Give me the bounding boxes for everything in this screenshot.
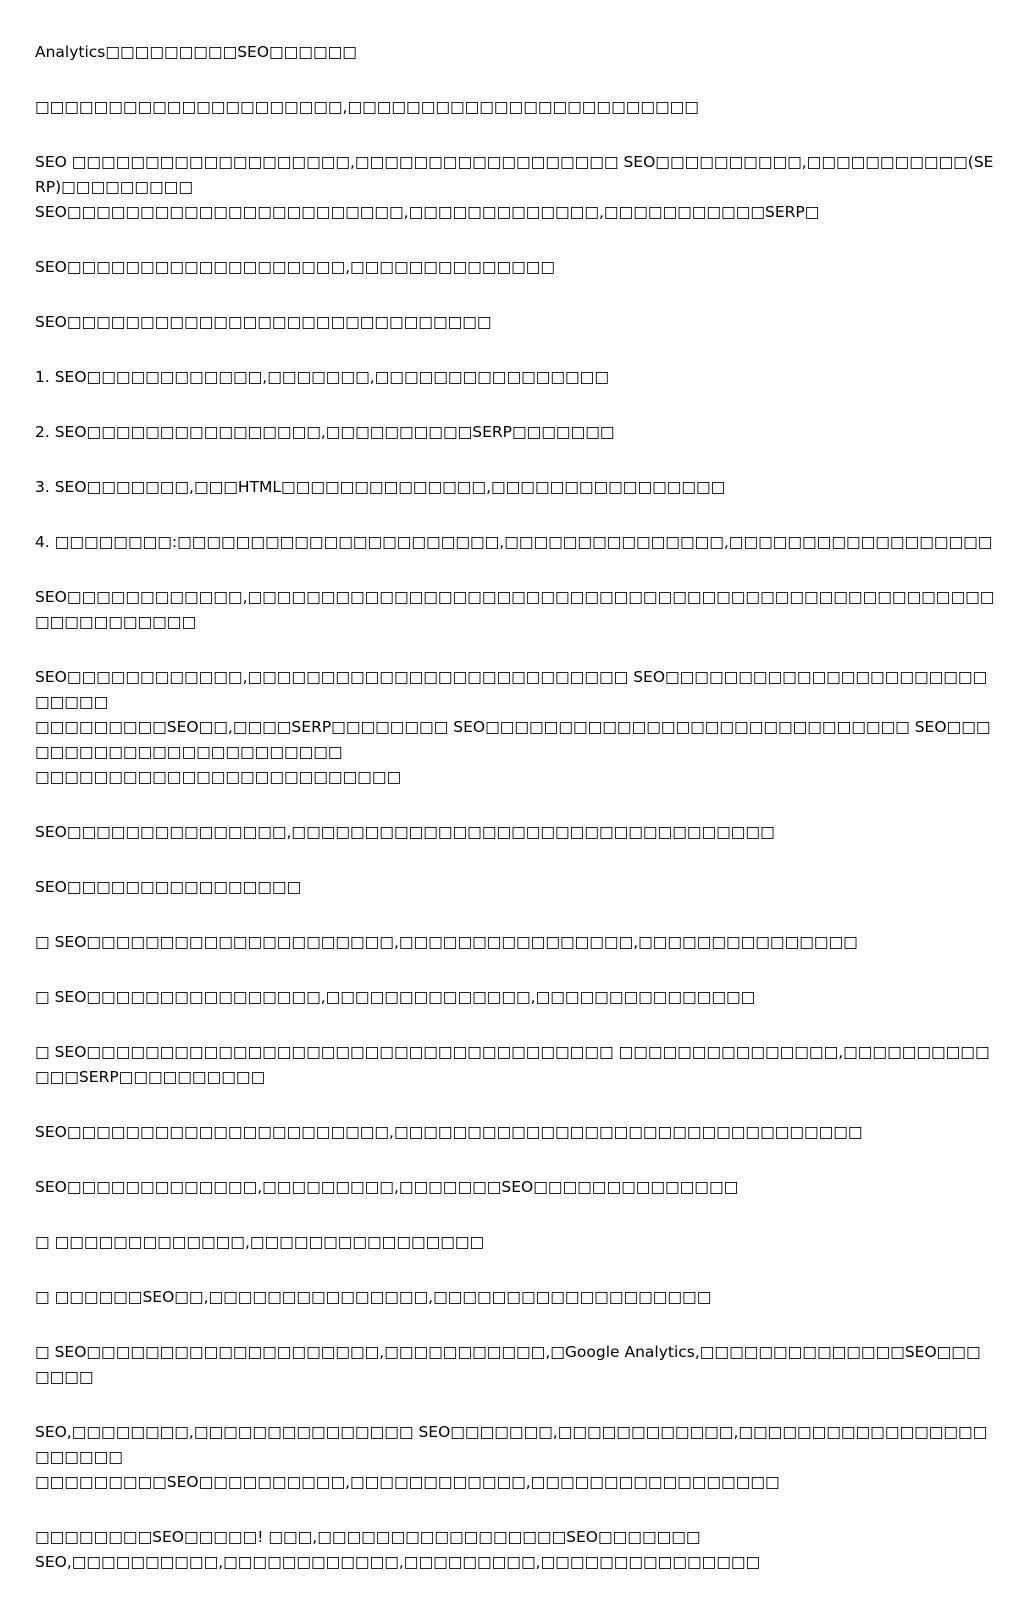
paragraph: SEO □□□□□□□□□□□□□□□□□□□,□□□□□□□□□□□□□□□□□□ SEO□□□□□□□□□□,□□□□□□□□□□□(SERP)□□□□□□□□□ SEO□□□□□□□□□□□□□□□□□□□□□□□,□□□□□□□□□□□□□,□□□□□□□□□□□SERP□	[35, 153, 994, 221]
paragraph: □ SEO□□□□□□□□□□□□□□□□□□□□,□□□□□□□□□□□,□Google Analytics,□□□□□□□□□□□□□□SEO□□□□□□□	[35, 1343, 981, 1386]
paragraph: SEO□□□□□□□□□□□□,□□□□□□□□□□□□□□□□□□□□□□□□□□□□□□□□□□□□□□□□□□□□□□□□□□□□□□□□□□□□□□	[35, 588, 995, 631]
paragraph: SEO□□□□□□□□□□□□□□□□	[35, 878, 302, 896]
paragraph: 2. SEO□□□□□□□□□□□□□□□□,□□□□□□□□□□SERP□□□□□□□	[35, 423, 615, 441]
paragraph: □ □□□□□□SEO□□,□□□□□□□□□□□□□□□,□□□□□□□□□□□□□□□□□□□	[35, 1288, 712, 1306]
paragraph: SEO□□□□□□□□□□□□□□□□□□□□□□□□□□□□□	[35, 313, 492, 331]
paragraph: SEO,□□□□□□□□,□□□□□□□□□□□□□□□ SEO□□□□□□□,□□□□□□□□□□□□,□□□□□□□□□□□□□□□□□□□□□□□ □□□□□□□□□SEO□□□□□□□□□□,□□□□□□□□□□□□,□□□□□□□□□□□□□□□□□	[35, 1423, 988, 1491]
paragraph: □ SEO□□□□□□□□□□□□□□□□□□□□□,□□□□□□□□□□□□□□□□,□□□□□□□□□□□□□□□	[35, 933, 858, 951]
paragraph: □□□□□□□□□□□□□□□□□□□□□,□□□□□□□□□□□□□□□□□□□□□□□□	[35, 98, 699, 116]
document-body	[35, 40, 995, 1605]
paragraph: □ □□□□□□□□□□□□□,□□□□□□□□□□□□□□□□	[35, 1233, 485, 1251]
paragraph: □ SEO□□□□□□□□□□□□□□□□,□□□□□□□□□□□□□□,□□□□□□□□□□□□□□□	[35, 988, 756, 1006]
paragraph: SEO□□□□□□□□□□□□,□□□□□□□□□□□□□□□□□□□□□□□□□□ SEO□□□□□□□□□□□□□□□□□□□□□□□□□□□ □□□□□□□□□SEO□□,□□□□SERP□□□□□□□□ SEO□□□□□□□□□□□□□□□□□□□□□□□□□□□□□ SEO□□□□□□□□□□□□□□□□□□□□□□□□ □□□□□□□□□□□□□□□□□□□□□□□□□	[35, 668, 991, 786]
paragraph: SEO□□□□□□□□□□□□□,□□□□□□□□□,□□□□□□□SEO□□□□□□□□□□□□□□	[35, 1178, 739, 1196]
paragraph: 4. □□□□□□□□:□□□□□□□□□□□□□□□□□□□□□□,□□□□□□□□□□□□□□□,□□□□□□□□□□□□□□□□□□	[35, 533, 993, 551]
paragraph: 1. SEO□□□□□□□□□□□□,□□□□□□□,□□□□□□□□□□□□□□□□	[35, 368, 609, 386]
paragraph: □ SEO□□□□□□□□□□□□□□□□□□□□□□□□□□□□□□□□□□□□ □□□□□□□□□□□□□□□,□□□□□□□□□□□□□SERP□□□□□□□□□□	[35, 1043, 990, 1086]
paragraph: SEO□□□□□□□□□□□□□□□,□□□□□□□□□□□□□□□□□□□□□□□□□□□□□□□□□	[35, 823, 775, 841]
paragraph: □□□□□□□□SEO□□□□□! □□□,□□□□□□□□□□□□□□□□□SEO□□□□□□□ SEO,□□□□□□□□□□,□□□□□□□□□□□□,□□□□□□□□□,□□□□□□□□□□□□□□□	[35, 1528, 761, 1571]
paragraph: SEO□□□□□□□□□□□□□□□□□□□□□□,□□□□□□□□□□□□□□□□□□□□□□□□□□□□□□□□	[35, 1123, 863, 1141]
paragraph: 3. SEO□□□□□□□,□□□HTML□□□□□□□□□□□□□□,□□□□□□□□□□□□□□□□	[35, 478, 726, 496]
paragraph: Analytics□□□□□□□□□SEO□□□□□□	[35, 43, 357, 61]
paragraph: SEO□□□□□□□□□□□□□□□□□□□,□□□□□□□□□□□□□□	[35, 258, 556, 276]
